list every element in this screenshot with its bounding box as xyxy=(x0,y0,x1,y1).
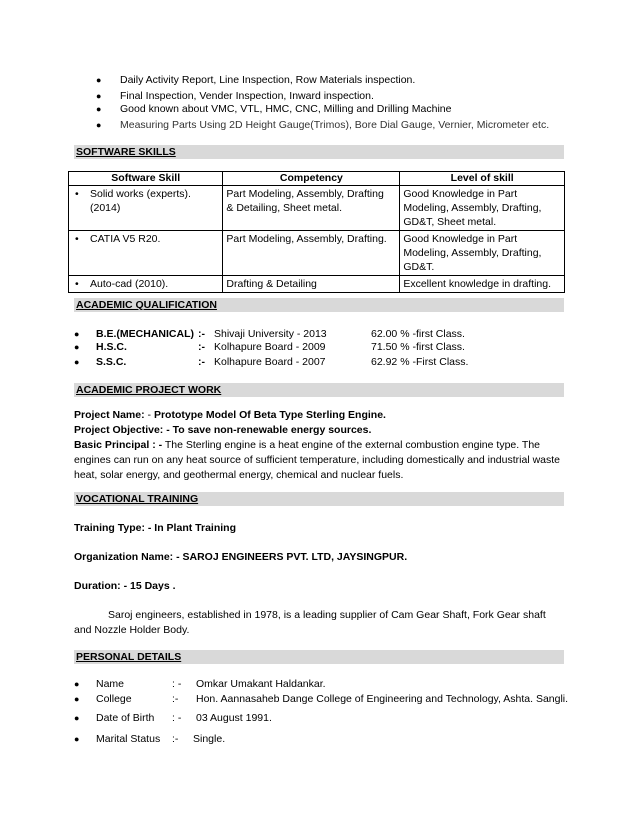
detail-separator: :- xyxy=(172,693,179,705)
duty-item: Good known about VMC, VTL, HMC, CNC, Milling and Drilling Machine xyxy=(120,103,452,115)
column-header: Level of skill xyxy=(400,172,565,186)
skill-cell xyxy=(69,186,223,231)
competency-cell xyxy=(223,231,400,276)
organization-name: Organization Name: - SAROJ ENGINEERS PVT. LTD, JAYSINGPUR. xyxy=(74,551,408,563)
bullet-icon: ● xyxy=(96,120,102,130)
level-text: Excellent knowledge in drafting. xyxy=(403,278,552,290)
detail-value: 03 August 1991. xyxy=(196,712,272,724)
principle-text: The Sterling engine is a heat engine of the external combustion engine type. The engines can run on any heat source of sufficient temperature, including domestically and industrial waste heat, solar energy, and geothermal energy, chemical and nuclear fuels. xyxy=(74,439,561,481)
skill-name: Solid works (experts). xyxy=(90,188,191,200)
board: Shivaji University - 2013 xyxy=(214,328,327,340)
result: 62.92 % -First Class. xyxy=(371,356,469,368)
skill-cell xyxy=(69,276,223,293)
result: 62.00 % -first Class. xyxy=(371,328,465,340)
section-header-academic xyxy=(74,298,564,312)
competency-cell xyxy=(223,276,400,293)
skill-name: CATIA V5 R20. xyxy=(90,233,161,245)
bullet-icon: • xyxy=(75,188,79,200)
section-title: PERSONAL DETAILS xyxy=(76,651,182,663)
level-text: Good Knowledge in Part xyxy=(403,188,518,200)
detail-separator: : - xyxy=(172,712,182,724)
bullet-icon: ● xyxy=(74,734,80,744)
level-text: GD&T. xyxy=(403,261,435,273)
competency-cell xyxy=(223,186,400,231)
section-header-software xyxy=(74,145,564,159)
degree: H.S.C. xyxy=(96,341,127,353)
bullet-icon: ● xyxy=(74,713,80,723)
bullet-icon: ● xyxy=(74,357,80,367)
bullet-icon: ● xyxy=(74,694,80,704)
separator: :- xyxy=(198,341,205,353)
bullet-icon: • xyxy=(75,278,79,290)
competency-text: Part Modeling, Assembly, Drafting. xyxy=(226,233,387,245)
bullet-icon: ● xyxy=(96,104,102,114)
project-principle xyxy=(74,438,564,483)
level-text: GD&T, Sheet metal. xyxy=(403,216,497,228)
bullet-icon: ● xyxy=(96,91,102,101)
bullet-icon: ● xyxy=(74,342,80,352)
level-text: Good Knowledge in Part xyxy=(403,233,518,245)
detail-value: Hon. Aannasaheb Dange College of Engineering and Technology, Ashta. Sangli. xyxy=(196,693,569,705)
training-type: Training Type: - In Plant Training xyxy=(74,522,236,534)
project-objective: Project Objective: - To save non-renewable energy sources. xyxy=(74,424,372,436)
level-cell xyxy=(400,186,565,231)
board: Kolhapure Board - 2009 xyxy=(214,341,326,353)
detail-separator: :- xyxy=(172,733,179,745)
degree: S.S.C. xyxy=(96,356,127,368)
detail-separator: : - xyxy=(172,678,182,690)
separator: :- xyxy=(198,328,205,340)
project-name-value: Prototype Model Of Beta Type Sterling Engine. xyxy=(153,409,386,421)
principle-label: Basic Principal : - xyxy=(74,439,163,451)
detail-value: Omkar Umakant Haldankar. xyxy=(196,678,326,690)
column-header: Competency xyxy=(223,172,400,186)
separator: :- xyxy=(198,356,205,368)
duty-item: Daily Activity Report, Line Inspection, Row Materials inspection. xyxy=(120,74,416,86)
degree: B.E.(MECHANICAL) xyxy=(96,328,194,340)
competency-text: & Detailing, Sheet metal. xyxy=(226,202,342,214)
detail-label: Name xyxy=(96,678,125,690)
section-title: ACADEMIC PROJECT WORK xyxy=(76,384,222,396)
detail-label: Date of Birth xyxy=(96,712,155,724)
table-row xyxy=(69,186,565,231)
level-text: Modeling, Assembly, Drafting, xyxy=(403,202,542,214)
section-header-vocational xyxy=(74,492,564,506)
skill-year: (2014) xyxy=(90,202,121,214)
level-cell xyxy=(400,276,565,293)
duty-item: Measuring Parts Using 2D Height Gauge(Trimos), Bore Dial Gauge, Vernier, Micrometer etc. xyxy=(120,119,550,131)
duty-item: Final Inspection, Vender Inspection, Inward inspection. xyxy=(120,90,374,102)
table-header-row xyxy=(69,172,565,186)
bullet-icon: ● xyxy=(74,329,80,339)
bullet-icon: ● xyxy=(74,679,80,689)
detail-label: Marital Status xyxy=(96,733,161,745)
bullet-icon: ● xyxy=(96,75,102,85)
table-row xyxy=(69,276,565,293)
section-title: ACADEMIC QUALIFICATION xyxy=(76,299,217,311)
table-row xyxy=(69,231,565,276)
software-skills-table xyxy=(68,171,565,293)
competency-text: Drafting & Detailing xyxy=(226,278,317,290)
organization-description: Saroj engineers, established in 1978, is a leading supplier of Cam Gear Shaft, Fork Gear shaft and Nozzle Holder Body. xyxy=(74,609,546,636)
level-text: Modeling, Assembly, Drafting, xyxy=(403,247,542,259)
level-cell xyxy=(400,231,565,276)
bullet-icon: • xyxy=(75,233,79,245)
skill-name: Auto-cad (2010). xyxy=(90,278,169,290)
project-name-label: Project Name: xyxy=(74,409,145,421)
skill-cell xyxy=(69,231,223,276)
detail-label: College xyxy=(96,693,132,705)
competency-text: Part Modeling, Assembly, Drafting xyxy=(226,188,384,200)
column-header: Software Skill xyxy=(69,172,223,186)
result: 71.50 % -first Class. xyxy=(371,341,465,353)
detail-value: Single. xyxy=(193,733,226,745)
board: Kolhapure Board - 2007 xyxy=(214,356,326,368)
project-name xyxy=(74,409,386,421)
section-title: SOFTWARE SKILLS xyxy=(76,146,176,158)
section-header-personal xyxy=(74,650,564,664)
section-title: VOCATIONAL TRAINING xyxy=(76,493,199,505)
training-duration: Duration: - 15 Days . xyxy=(74,580,176,592)
project-name-dash: - xyxy=(144,409,154,421)
section-header-project xyxy=(74,383,564,397)
